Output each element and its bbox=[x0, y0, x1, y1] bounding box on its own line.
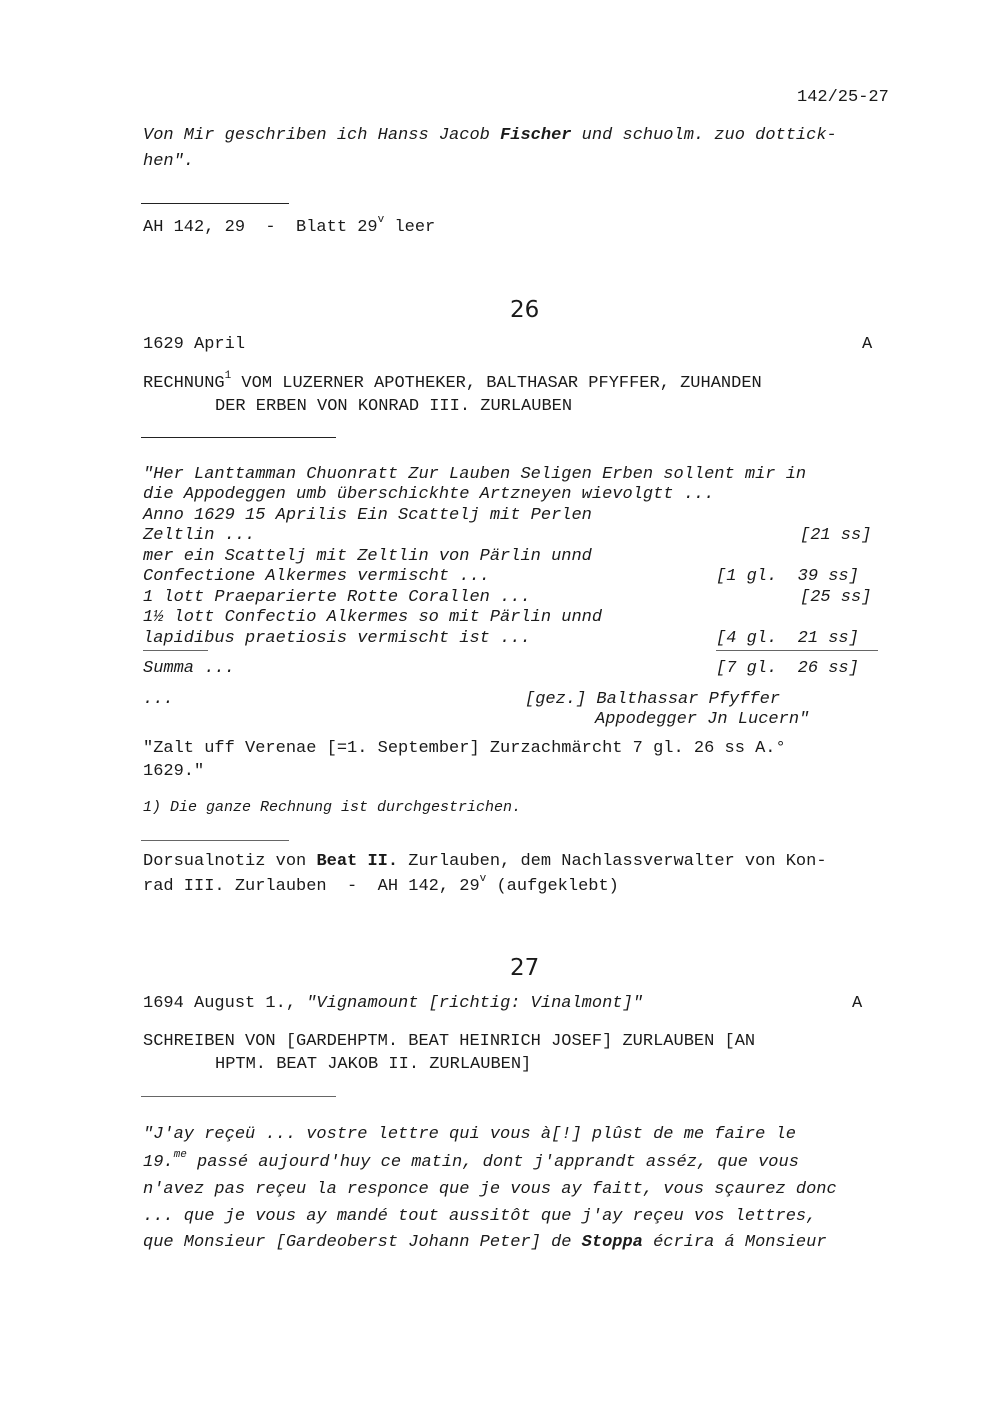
sum-underline-left bbox=[143, 650, 208, 651]
letter-quote-line: "J'ay reçeü ... vostre lettre qui vous à[!] plûst de me faire le bbox=[143, 1125, 796, 1144]
summa-label: Summa ... bbox=[143, 659, 235, 678]
q5-b: écrira á Monsieur bbox=[642, 1233, 827, 1252]
dorsal-note-line-2 bbox=[143, 873, 619, 898]
item-amount: [4 gl. 21 ss] bbox=[716, 629, 859, 648]
separator-rule bbox=[141, 1096, 336, 1097]
beat-name: Beat II. bbox=[316, 852, 399, 871]
signature-title: Appodegger Jn Lucern" bbox=[595, 710, 810, 729]
item-text: Confectione Alkermes vermischt ... bbox=[143, 567, 490, 586]
footnote: 1) Die ganze Rechnung ist durchgestrichen. bbox=[143, 799, 522, 816]
doc27-date-text: 1694 August 1., bbox=[143, 994, 307, 1013]
payment-note-line-1: "Zalt uff Verenae [=1. September] Zurzachmärcht 7 gl. 26 ss A.° bbox=[143, 739, 786, 758]
item-amount: [1 gl. 39 ss] bbox=[716, 567, 859, 586]
doc26-title-line-1 bbox=[143, 370, 762, 395]
dorsal2-pre: rad III. Zurlauben - AH 142, 29 bbox=[143, 877, 480, 896]
verso-sup: v bbox=[479, 873, 487, 886]
prev-closing-line-2: hen". bbox=[143, 152, 195, 171]
page-reference: 142/25-27 bbox=[797, 88, 889, 107]
dorsal-post: Zurlauben, dem Nachlassverwalter von Kon- bbox=[398, 852, 827, 871]
prev-line1-post: und schuolm. zuo dottick- bbox=[571, 126, 837, 145]
dorsal2-post: (aufgeklebt) bbox=[486, 877, 619, 896]
item-text: Zeltlin ... bbox=[143, 526, 256, 545]
verso-sup: v bbox=[377, 214, 385, 227]
ellipsis: ... bbox=[143, 690, 174, 709]
doc26-letter: A bbox=[862, 335, 873, 354]
prev-source-post: leer bbox=[384, 218, 436, 237]
quote-line: "Her Lanttamman Chuonratt Zur Lauben Seligen Erben sollent mir in bbox=[143, 465, 807, 484]
letter-quote-line: ... que je vous ay mandé tout aussitôt que j'ay reçeu vos lettres, bbox=[143, 1207, 817, 1226]
doc26-title-a: RECHNUNG bbox=[143, 374, 225, 393]
q2-b: passé aujourd'huy ce matin, dont j'apprandt asséz, que vous bbox=[186, 1153, 799, 1172]
quote-line: Anno 1629 15 Aprilis Ein Scattelj mit Perlen bbox=[143, 506, 592, 525]
doc27-place: "Vignamount [richtig: Vinalmont]" bbox=[306, 994, 643, 1013]
separator-rule bbox=[141, 840, 289, 841]
quote-line: die Appodeggen umb überschickhte Artzneyen wievolgtt ... bbox=[143, 485, 715, 504]
doc27-date bbox=[143, 993, 643, 1015]
letter-quote-line bbox=[143, 1151, 799, 1175]
prev-line1-pre: Von Mir geschriben ich Hanss Jacob bbox=[143, 126, 501, 145]
quote-line: 1½ lott Confectio Alkermes so mit Pärlin unnd bbox=[143, 608, 603, 627]
item-text: lapidibus praetiosis vermischt ist ... bbox=[143, 629, 531, 648]
letter-quote-line: n'avez pas reçeu la responce que je vous ay faitt, vous sçaurez donc bbox=[143, 1180, 837, 1199]
sum-underline-right bbox=[716, 650, 878, 651]
stoppa-name: Stoppa bbox=[581, 1233, 643, 1252]
prev-closing-line-1 bbox=[143, 125, 837, 147]
footnote-ref-1: 1 bbox=[224, 370, 232, 383]
fischer-name: Fischer bbox=[500, 126, 572, 145]
q2-sup: me bbox=[173, 1149, 187, 1162]
prev-source-note bbox=[143, 214, 436, 239]
dorsal-pre: Dorsualnotiz von bbox=[143, 852, 317, 871]
document-number-27: 27 bbox=[510, 955, 540, 981]
doc26-date: 1629 April bbox=[143, 335, 246, 354]
prev-source-text: AH 142, 29 - Blatt 29 bbox=[143, 218, 378, 237]
doc26-title-line-2: DER ERBEN VON KONRAD III. ZURLAUBEN bbox=[215, 397, 573, 416]
signature: [gez.] Balthassar Pfyffer bbox=[525, 690, 781, 709]
summa-amount: [7 gl. 26 ss] bbox=[716, 659, 859, 678]
separator-rule bbox=[141, 437, 336, 438]
dorsal-note-line-1 bbox=[143, 851, 827, 873]
item-amount: [25 ss] bbox=[800, 588, 872, 607]
quote-line: mer ein Scattelj mit Zeltlin von Pärlin unnd bbox=[143, 547, 592, 566]
doc27-letter: A bbox=[852, 994, 863, 1013]
item-text: 1 lott Praeparierte Rotte Corallen ... bbox=[143, 588, 531, 607]
doc27-title-line-2: HPTM. BEAT JAKOB II. ZURLAUBEN] bbox=[215, 1055, 532, 1074]
payment-note-line-2: 1629." bbox=[143, 762, 205, 781]
doc26-title-b: VOM LUZERNER APOTHEKER, BALTHASAR PFYFFER, ZUHANDEN bbox=[231, 374, 762, 393]
separator-rule bbox=[141, 203, 289, 204]
q5-a: que Monsieur [Gardeoberst Johann Peter] de bbox=[143, 1233, 582, 1252]
letter-quote-line bbox=[143, 1231, 827, 1255]
doc27-title-line-1: SCHREIBEN VON [GARDEHPTM. BEAT HEINRICH JOSEF] ZURLAUBEN [AN bbox=[143, 1032, 756, 1051]
item-amount: [21 ss] bbox=[800, 526, 872, 545]
q2-a: 19. bbox=[143, 1153, 174, 1172]
document-number-26: 26 bbox=[510, 297, 540, 323]
